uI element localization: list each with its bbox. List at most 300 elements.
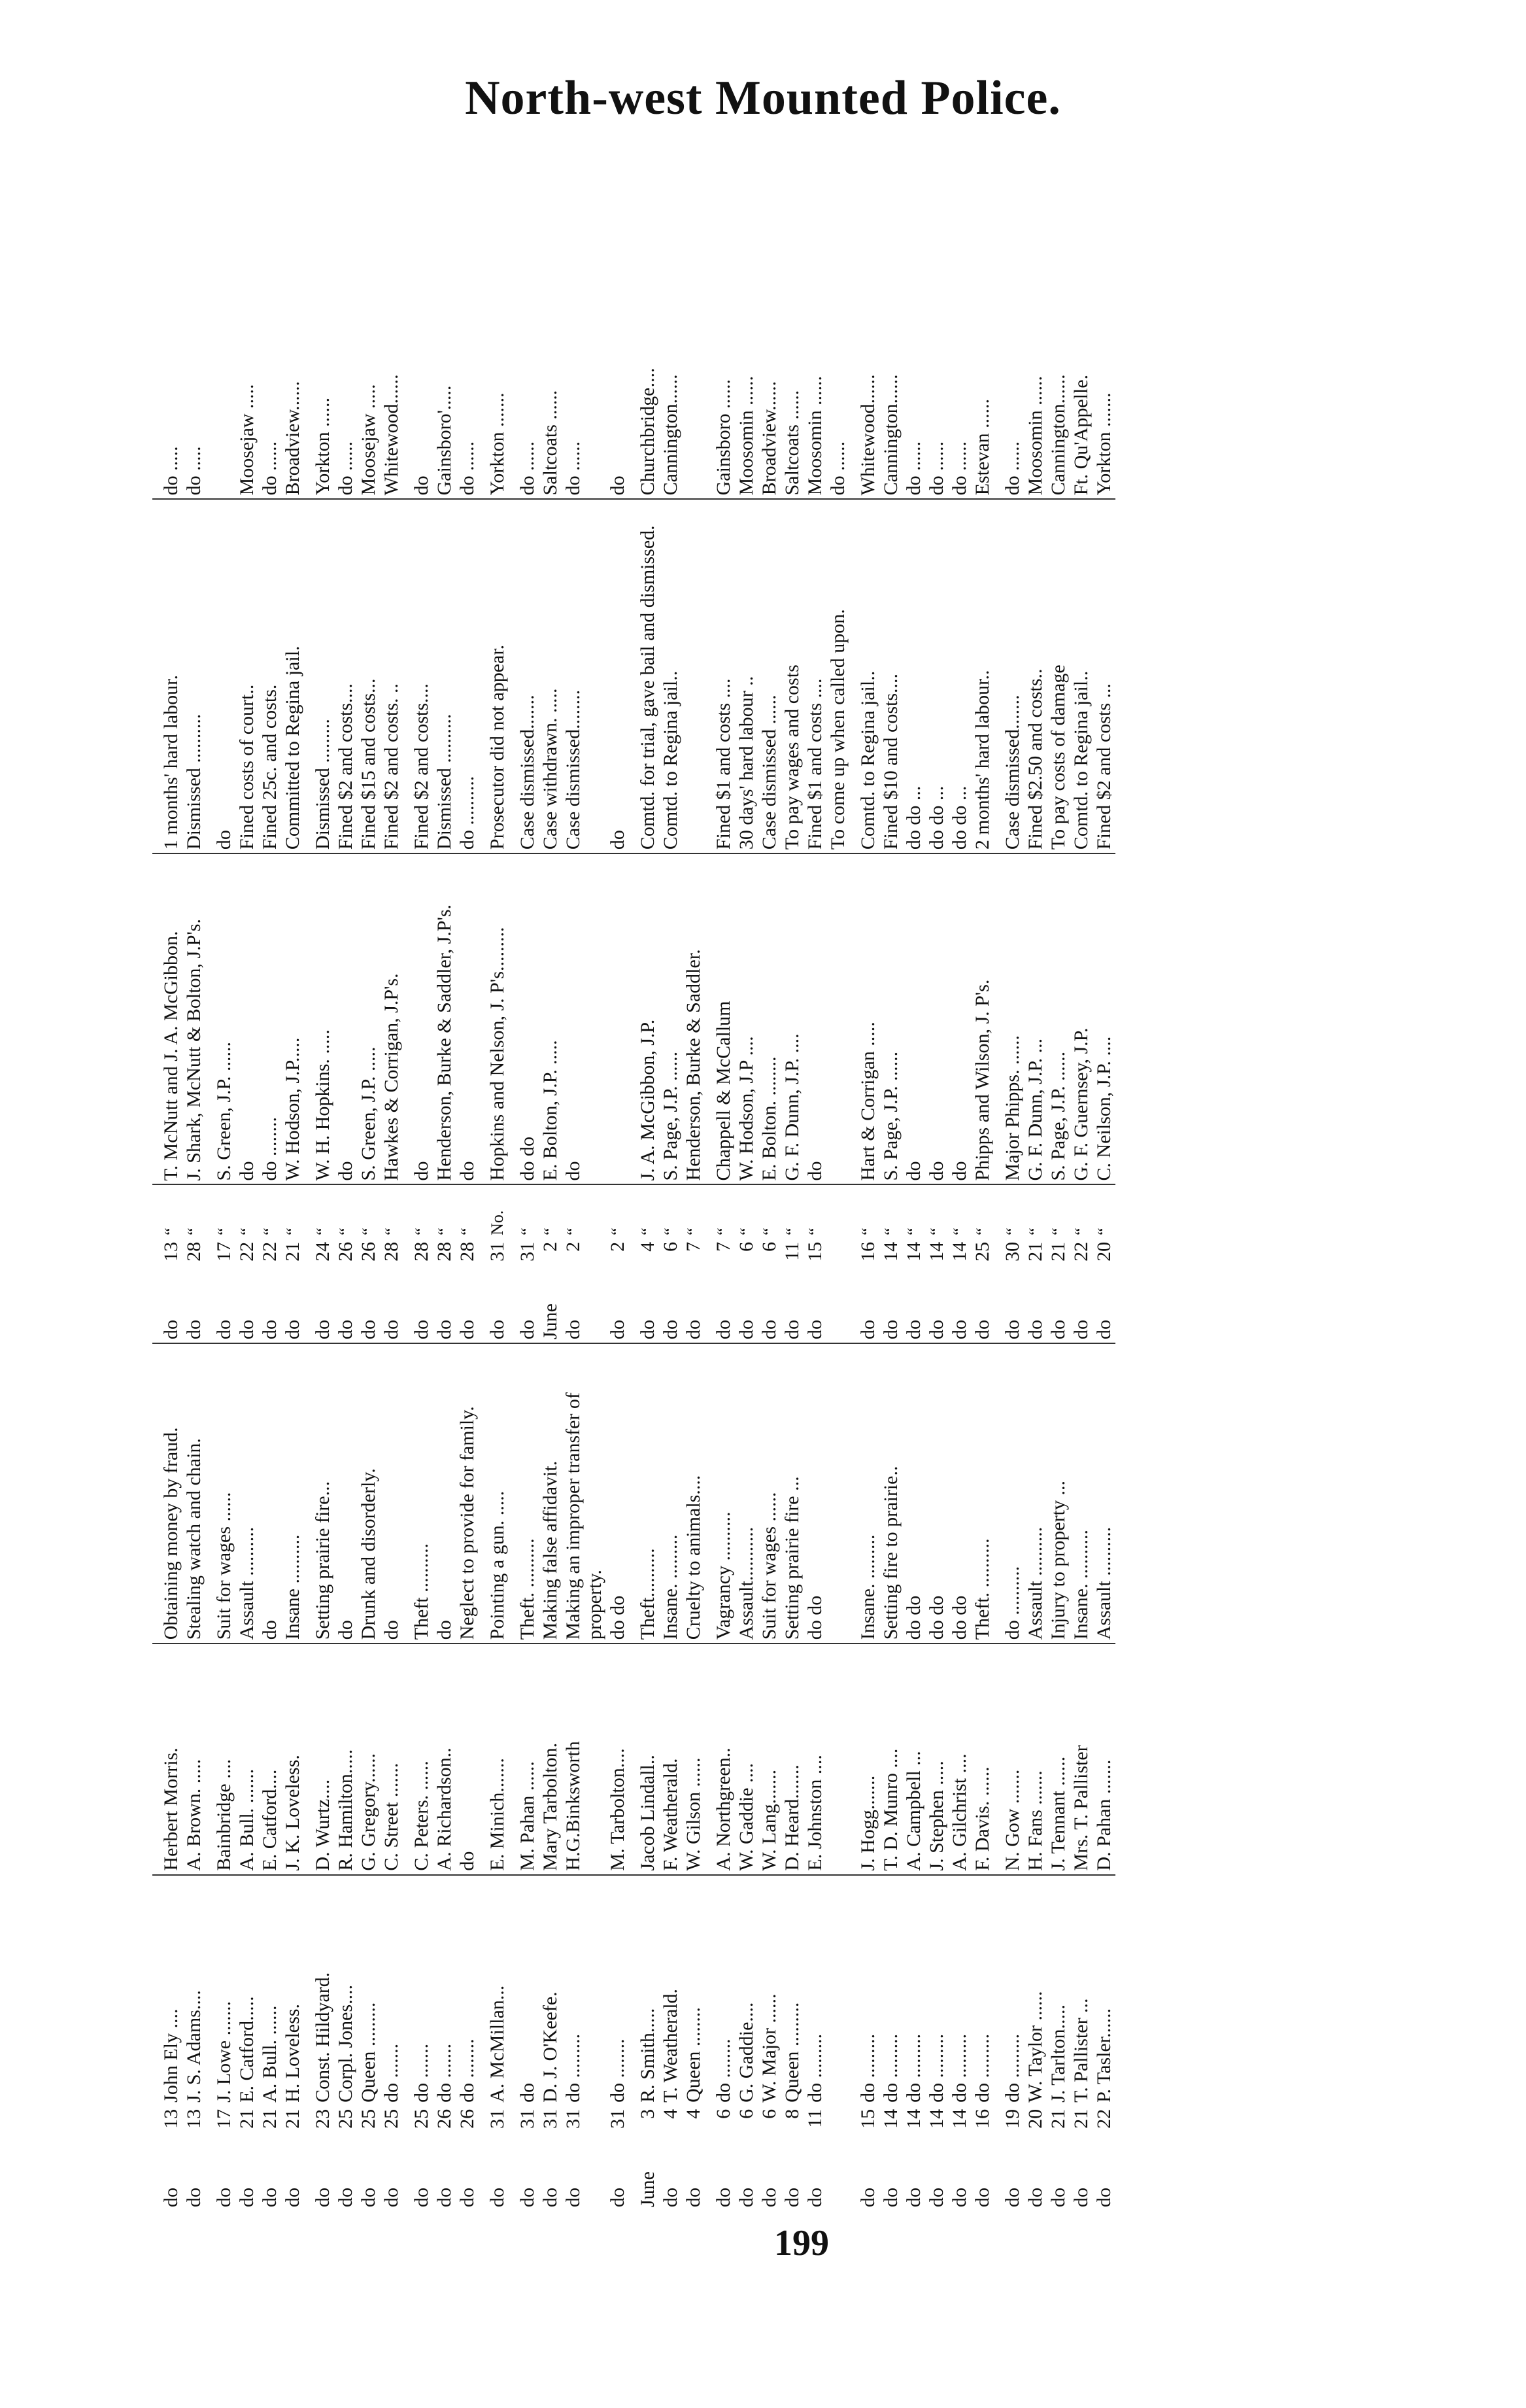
magistrate-cell: S. Page, J.P. ...... xyxy=(659,853,682,1184)
day-cell: 14 xyxy=(949,2108,970,2129)
location-cell: Estevan ...... xyxy=(972,398,993,496)
location-cell: Churchbridge.... xyxy=(637,368,658,496)
offence-cell: Injury to property ... xyxy=(1047,1343,1070,1643)
offence-cell xyxy=(826,1343,849,1643)
trial-day-cell: 13 xyxy=(160,1241,182,1262)
location-cell: do ...... xyxy=(827,441,849,496)
magistrate-cell: S. Green, J.P. ..... xyxy=(357,853,380,1184)
offence-cell: Suit for wages ...... xyxy=(205,1343,235,1643)
table-row xyxy=(826,268,849,2210)
trial-mark-cell: “ xyxy=(380,1184,403,1238)
defendant-cell: N. Gow ....... xyxy=(994,1643,1024,1874)
magistrate-cell: G. F. Guernsey, J.P. xyxy=(1070,853,1093,1184)
month-cell: do xyxy=(486,2188,508,2207)
location-cell: do ...... xyxy=(949,441,970,496)
trial-day-cell: 2 xyxy=(562,1241,584,1252)
records-grid xyxy=(152,268,1115,2210)
day-cell: 6 xyxy=(758,2108,780,2119)
month-cell: do xyxy=(1025,2188,1046,2207)
defendant-cell: G. Gregory...... xyxy=(357,1643,380,1874)
magistrate-cell: Henderson, Burke & Saddler, J.P's. xyxy=(433,853,456,1184)
trial-mark-cell: “ xyxy=(281,1184,304,1238)
magistrate-cell: E. Bolton. ........ xyxy=(758,853,781,1184)
magistrate-cell: do ........ xyxy=(258,853,281,1184)
month-cell: do xyxy=(1070,2188,1092,2207)
trial-mark-cell: “ xyxy=(994,1184,1024,1238)
offence-cell: do xyxy=(433,1343,456,1643)
complainant-cell: do xyxy=(509,1875,539,2106)
table-row xyxy=(902,268,925,2210)
trial-day-cell: 14 xyxy=(903,1241,924,1262)
trial-mark-cell: “ xyxy=(735,1184,758,1238)
trial-month-cell: do xyxy=(517,1320,538,1340)
defendant-cell: A. Brown. ..... xyxy=(182,1643,205,1874)
offence-cell: Insane. .......... xyxy=(1070,1343,1093,1643)
location-cell: do ...... xyxy=(456,441,478,496)
day-cell: 14 xyxy=(926,2108,947,2129)
trial-mark-cell: “ xyxy=(562,1184,606,1238)
defendant-cell: D. Heard....... xyxy=(781,1643,804,1874)
location-cell: do ...... xyxy=(335,441,356,496)
day-cell: 14 xyxy=(903,2108,924,2129)
result-cell: Case withdrawn. ..... xyxy=(539,499,562,853)
trial-day-cell: 21 xyxy=(282,1241,303,1262)
trial-month-cell: do xyxy=(683,1320,704,1340)
defendant-cell: Mrs. T. Pallister xyxy=(1070,1643,1093,1874)
offence-cell: Assault .......... xyxy=(1093,1343,1115,1643)
location-cell: Gainsboro ...... xyxy=(713,379,734,496)
trial-day-cell: 22 xyxy=(259,1241,280,1262)
complainant-cell: J. S. Adams.... xyxy=(182,1875,205,2106)
complainant-cell: Queen ........ xyxy=(682,1875,705,2106)
offence-cell: Neglect to provide for family. xyxy=(456,1343,479,1643)
magistrate-cell: do xyxy=(562,853,606,1184)
result-cell: Case dismissed ...... xyxy=(758,499,781,853)
day-cell: 21 xyxy=(259,2108,280,2129)
trial-day-cell: 14 xyxy=(880,1241,902,1262)
complainant-cell: W. Taylor ...... xyxy=(1024,1875,1047,2106)
offence-cell: Stealing watch and chain. xyxy=(182,1343,205,1643)
month-cell: do xyxy=(607,2188,628,2207)
month-cell xyxy=(826,2149,849,2210)
page-title: North-west Mounted Police. xyxy=(465,71,1061,125)
trial-mark-cell: “ xyxy=(433,1184,456,1238)
month-cell: do xyxy=(517,2188,538,2207)
result-cell: Fined 25c. and costs. xyxy=(258,499,281,853)
location-cell: Cannington...... xyxy=(660,374,681,496)
trial-day-cell: 22 xyxy=(1070,1241,1092,1262)
month-cell: do xyxy=(213,2188,235,2207)
table-row xyxy=(948,268,971,2210)
day-cell: 31 xyxy=(562,2108,584,2129)
table-row xyxy=(281,268,304,2210)
defendant-cell: C. Street ....... xyxy=(380,1643,403,1874)
result-cell xyxy=(682,499,705,853)
table-row xyxy=(659,268,682,2210)
offence-cell: do xyxy=(334,1343,357,1643)
trial-month-cell: do xyxy=(736,1320,757,1340)
complainant-cell: do ......... xyxy=(925,1875,948,2106)
complainant-cell: do ......... xyxy=(849,1875,879,2106)
month-cell: do xyxy=(183,2188,205,2207)
complainant-cell: Queen ......... xyxy=(781,1875,804,2106)
complainant-cell: A. Bull. ...... xyxy=(258,1875,281,2106)
defendant-cell: A. Gilchrist .... xyxy=(948,1643,971,1874)
complainant-cell: do ........ xyxy=(606,1875,629,2106)
result-cell: Fined $2 and costs.... xyxy=(403,499,433,853)
day-cell: 22 xyxy=(1093,2108,1115,2129)
defendant-cell: H.G.Binksworth xyxy=(562,1643,606,1874)
table-row xyxy=(804,268,826,2210)
trial-month-cell: June xyxy=(539,1303,561,1340)
table-row xyxy=(182,268,205,2210)
offence-cell: Setting fire to prairie.. xyxy=(879,1343,902,1643)
trial-mark-cell: “ xyxy=(1070,1184,1093,1238)
location-cell: do ...... xyxy=(259,441,280,496)
result-cell: Fined $10 and costs.... xyxy=(879,499,902,853)
table-row xyxy=(403,268,433,2210)
trial-mark-cell: “ xyxy=(182,1184,205,1238)
trial-mark-cell: “ xyxy=(509,1184,539,1238)
offence-cell: do .......... xyxy=(994,1343,1024,1643)
defendant-cell: E. Minich....... xyxy=(479,1643,509,1874)
defendant-cell: M. Pahan ...... xyxy=(509,1643,539,1874)
trial-month-cell: do xyxy=(456,1320,478,1340)
page-number: 199 xyxy=(774,2223,829,2263)
magistrate-cell: Phipps and Wilson, J. P's. xyxy=(971,853,994,1184)
defendant-cell: R. Hamilton..... xyxy=(334,1643,357,1874)
day-cell: 21 xyxy=(282,2108,303,2129)
trial-mark-cell: “ xyxy=(403,1184,433,1238)
trial-day-cell: 14 xyxy=(926,1241,947,1262)
month-cell: do xyxy=(857,2188,879,2207)
police-records-table xyxy=(152,268,1427,2210)
trial-day-cell: 28 xyxy=(183,1241,205,1262)
trial-month-cell: do xyxy=(857,1320,879,1340)
trial-month-cell: do xyxy=(160,1320,182,1340)
trial-month-cell: do xyxy=(259,1320,280,1340)
day-cell: 19 xyxy=(1002,2108,1023,2129)
complainant-cell: do ......... xyxy=(971,1875,994,2106)
offence-cell: Pointing a gun. ..... xyxy=(479,1343,509,1643)
offence-cell: Making an improper transfer of property. xyxy=(562,1343,606,1643)
location-cell: Cannington...... xyxy=(880,374,902,496)
trial-mark-cell: “ xyxy=(879,1184,902,1238)
month-cell: do xyxy=(926,2188,947,2207)
trial-day-cell: 6 xyxy=(660,1241,681,1252)
day-cell: 23 xyxy=(312,2108,333,2129)
defendant-cell: T. D. Munro .... xyxy=(879,1643,902,1874)
location-cell: do ...... xyxy=(562,441,584,496)
magistrate-cell: J. Shark, McNutt & Bolton, J.P's. xyxy=(182,853,205,1184)
trial-mark-cell: “ xyxy=(334,1184,357,1238)
month-cell: do xyxy=(1002,2188,1023,2207)
offence-cell: Making false affidavit. xyxy=(539,1343,562,1643)
day-cell: 4 xyxy=(660,2108,681,2119)
result-cell: do do ... xyxy=(902,499,925,853)
records-body xyxy=(152,268,1115,2210)
table-row xyxy=(433,268,456,2210)
trial-month-cell: do xyxy=(411,1320,432,1340)
month-cell: do xyxy=(1047,2188,1069,2207)
day-cell: 31 xyxy=(486,2108,508,2129)
month-cell: do xyxy=(683,2188,704,2207)
trial-month-cell: do xyxy=(758,1320,780,1340)
table-row xyxy=(235,268,258,2210)
day-cell: 16 xyxy=(972,2108,993,2129)
defendant-cell: J. Stephen ..... xyxy=(925,1643,948,1874)
location-cell xyxy=(682,268,705,499)
trial-day-cell: 26 xyxy=(335,1241,356,1262)
magistrate-cell: do xyxy=(403,853,433,1184)
location-cell: Yorkton ...... xyxy=(312,397,333,496)
day-cell: 6 xyxy=(713,2108,734,2119)
trial-mark-cell: “ xyxy=(357,1184,380,1238)
trial-day-cell: 26 xyxy=(358,1241,379,1262)
result-cell: Dismissed .......... xyxy=(433,499,456,853)
day-cell: 21 xyxy=(1047,2108,1069,2129)
trial-month-cell: do xyxy=(381,1320,402,1340)
trial-month-cell: do xyxy=(607,1320,628,1340)
month-cell: do xyxy=(456,2188,478,2207)
location-cell: do ...... xyxy=(926,441,947,496)
result-cell: Fined $2 and costs. .. xyxy=(380,499,403,853)
location-cell xyxy=(205,268,235,499)
trial-month-cell: do xyxy=(781,1320,803,1340)
magistrate-cell: W. Hodson, J.P..... xyxy=(281,853,304,1184)
trial-month-cell: do xyxy=(183,1320,205,1340)
result-cell: do do ... xyxy=(925,499,948,853)
day-cell: 31 xyxy=(517,2108,538,2129)
location-cell: Gainsboro'..... xyxy=(433,385,455,496)
offence-cell: Theft .......... xyxy=(403,1343,433,1643)
day-cell: 4 xyxy=(683,2108,704,2119)
defendant-cell: A. Bull. ....... xyxy=(235,1643,258,1874)
offence-cell: Assault .......... xyxy=(235,1343,258,1643)
location-cell: do ..... xyxy=(183,446,205,496)
result-cell: 1 months' hard labour. xyxy=(152,499,182,853)
magistrate-cell: Hopkins and Nelson, J. P's......... xyxy=(479,853,509,1184)
day-cell: 6 xyxy=(736,2108,757,2119)
magistrate-cell: S. Green, J.P. ...... xyxy=(205,853,235,1184)
day-cell: 25 xyxy=(381,2108,402,2129)
day-cell: 8 xyxy=(781,2108,803,2119)
result-cell: do do ... xyxy=(948,499,971,853)
month-cell: do xyxy=(411,2188,432,2207)
result-cell: Comtd. to Regina jail.. xyxy=(659,499,682,853)
defendant-cell: F. Weatherald. xyxy=(659,1643,682,1874)
location-cell: Cannington...... xyxy=(1047,374,1069,496)
trial-mark-cell: “ xyxy=(304,1184,334,1238)
table-row xyxy=(258,268,281,2210)
month-cell: do xyxy=(160,2188,182,2207)
trial-day-cell: 4 xyxy=(637,1241,658,1252)
month-cell: do xyxy=(880,2188,902,2207)
offence-cell: Insane .......... xyxy=(281,1343,304,1643)
table-row xyxy=(925,268,948,2210)
magistrate-cell: Chappell & McCallum xyxy=(705,853,735,1184)
complainant-cell: do ........ xyxy=(456,1875,479,2106)
result-cell: Fined $1 and costs .... xyxy=(705,499,735,853)
trial-mark-cell: “ xyxy=(1093,1184,1115,1238)
table-row xyxy=(562,268,606,2210)
magistrate-cell: do xyxy=(235,853,258,1184)
trial-day-cell: 15 xyxy=(804,1241,826,1262)
magistrate-cell: S. Page, J.P. ...... xyxy=(879,853,902,1184)
trial-day-cell: 17 xyxy=(213,1241,235,1262)
location-cell: Ft. Qu'Appelle. xyxy=(1070,374,1092,496)
trial-month-cell: do xyxy=(335,1320,356,1340)
table-row xyxy=(334,268,357,2210)
trial-month-cell: do xyxy=(312,1320,333,1340)
magistrate-cell xyxy=(606,853,629,1184)
month-cell: do xyxy=(312,2188,333,2207)
trial-day-cell: 14 xyxy=(949,1241,970,1262)
magistrate-cell: G. F. Dunn, J.P. ... xyxy=(1024,853,1047,1184)
result-cell: Fined $2.50 and costs.. xyxy=(1024,499,1047,853)
result-cell: Fined $15 and costs... xyxy=(357,499,380,853)
location-cell: Broadview...... xyxy=(282,381,303,496)
location-cell: Whitewood...... xyxy=(381,374,402,496)
result-cell: do .......... xyxy=(456,499,479,853)
result-cell: Dismissed ......... xyxy=(304,499,334,853)
complainant-cell: Corpl. Jones.... xyxy=(334,1875,357,2106)
trial-day-cell: 28 xyxy=(381,1241,402,1262)
trial-day-cell xyxy=(826,1239,849,1282)
result-cell: Prosecutor did not appear. xyxy=(479,499,509,853)
result-cell: Dismissed .......... xyxy=(182,499,205,853)
day-cell: 3 xyxy=(637,2108,658,2119)
defendant-cell: D. Pahan ....... xyxy=(1093,1643,1115,1874)
trial-mark-cell: “ xyxy=(235,1184,258,1238)
trial-month-cell: do xyxy=(358,1320,379,1340)
magistrate-cell: do xyxy=(902,853,925,1184)
result-cell: Comtd. to Regina jail.. xyxy=(849,499,879,853)
defendant-cell: F. Davis. ...... xyxy=(971,1643,994,1874)
magistrate-cell: G. F. Dunn, J.P. .... xyxy=(781,853,804,1184)
table-row xyxy=(479,268,509,2210)
location-cell: Moosomin ...... xyxy=(1025,375,1046,496)
magistrate-cell: do xyxy=(925,853,948,1184)
defendant-cell: W. Lang....... xyxy=(758,1643,781,1874)
location-cell: do xyxy=(607,475,628,496)
day-cell: 26 xyxy=(433,2108,455,2129)
trial-month-cell: do xyxy=(903,1320,924,1340)
location-cell: Broadview...... xyxy=(758,381,780,496)
complainant-cell: do ......... xyxy=(804,1875,826,2106)
magistrate-cell: do xyxy=(804,853,826,1184)
defendant-cell: M. Tarbolton.... xyxy=(606,1643,629,1874)
magistrate-cell: W. Hodson, J.P .... xyxy=(735,853,758,1184)
result-cell: Committed to Regina jail. xyxy=(281,499,304,853)
day-cell: 20 xyxy=(1025,2108,1046,2129)
trial-month-cell: do xyxy=(1002,1320,1023,1340)
day-cell: 21 xyxy=(236,2108,258,2129)
offence-cell: Insane. ......... xyxy=(659,1343,682,1643)
day-cell: 15 xyxy=(857,2108,879,2129)
complainant-cell: J. Lowe ....... xyxy=(205,1875,235,2106)
trial-day-cell: 16 xyxy=(857,1241,879,1262)
day-cell xyxy=(826,2106,849,2149)
trial-day-cell: 30 xyxy=(1002,1241,1023,1262)
month-cell: do xyxy=(804,2188,826,2207)
day-cell: 17 xyxy=(213,2108,235,2129)
complainant-cell: P. Tasler...... xyxy=(1093,1875,1115,2106)
month-cell: do xyxy=(335,2188,356,2207)
defendant-cell: do xyxy=(456,1643,479,1874)
month-cell: do xyxy=(358,2188,379,2207)
result-cell: Case dismissed........ xyxy=(562,499,606,853)
table-row xyxy=(849,268,879,2210)
offence-cell: do do xyxy=(606,1343,629,1643)
month-cell: do xyxy=(903,2188,924,2207)
day-cell: 11 xyxy=(804,2108,826,2128)
table-row xyxy=(1070,268,1093,2210)
defendant-cell: Mary Tarbolton. xyxy=(539,1643,562,1874)
trial-mark-cell: “ xyxy=(948,1184,971,1238)
complainant-cell: do ......... xyxy=(994,1875,1024,2106)
result-cell: To come up when called upon. xyxy=(826,499,849,853)
complainant-cell: do ......... xyxy=(562,1875,606,2106)
trial-mark-cell: “ xyxy=(849,1184,879,1238)
table-row xyxy=(994,268,1024,2210)
trial-day-cell: 28 xyxy=(456,1241,478,1262)
trial-month-cell: do xyxy=(637,1320,658,1340)
month-cell: do xyxy=(660,2188,681,2207)
complainant-cell: R. Smith..... xyxy=(629,1875,659,2106)
trial-mark-cell: “ xyxy=(205,1184,235,1238)
defendant-cell: J. K. Loveless. xyxy=(281,1643,304,1874)
trial-month-cell: do xyxy=(282,1320,303,1340)
trial-day-cell: 25 xyxy=(972,1241,993,1262)
offence-cell: Setting prairie fire ... xyxy=(781,1343,804,1643)
offence-cell: Obtaining money by fraud. xyxy=(152,1343,182,1643)
table-row xyxy=(629,268,659,2210)
trial-month-cell: do xyxy=(433,1320,455,1340)
offence-cell: do do xyxy=(925,1343,948,1643)
table-row xyxy=(152,268,182,2210)
magistrate-cell: T. McNutt and J. A. McGibbon. xyxy=(152,853,182,1184)
complainant-cell: do ....... xyxy=(433,1875,456,2106)
location-cell: do ...... xyxy=(1002,441,1023,496)
complainant-cell: do ....... xyxy=(403,1875,433,2106)
complainant-cell: John Ely .... xyxy=(152,1875,182,2106)
offence-cell: Drunk and disorderly. xyxy=(357,1343,380,1643)
trial-day-cell: 2 xyxy=(539,1241,561,1252)
day-cell: 25 xyxy=(411,2108,432,2129)
trial-month-cell: do xyxy=(1025,1320,1046,1340)
trial-mark-cell: “ xyxy=(804,1184,826,1238)
trial-mark-cell: “ xyxy=(758,1184,781,1238)
complainant-cell xyxy=(826,1875,849,2106)
location-cell: do ..... xyxy=(160,446,182,496)
day-cell: 13 xyxy=(160,2108,182,2129)
location-cell: Saltcoats ...... xyxy=(781,390,803,496)
defendant-cell: E. Johnston .... xyxy=(804,1643,826,1874)
trial-day-cell: 7 xyxy=(683,1241,704,1252)
complainant-cell: H. Loveless. xyxy=(281,1875,304,2106)
complainant-cell: do ......... xyxy=(948,1875,971,2106)
offence-cell: do xyxy=(258,1343,281,1643)
offence-cell: Setting prairie fire... xyxy=(304,1343,334,1643)
trial-month-cell: do xyxy=(1070,1320,1092,1340)
magistrate-cell: Henderson, Burke & Saddler. xyxy=(682,853,705,1184)
month-cell: do xyxy=(282,2188,303,2207)
magistrate-cell: J. A. McGibbon, J.P. xyxy=(629,853,659,1184)
magistrate-cell: do xyxy=(948,853,971,1184)
trial-mark-cell: “ xyxy=(971,1184,994,1238)
table-row xyxy=(380,268,403,2210)
